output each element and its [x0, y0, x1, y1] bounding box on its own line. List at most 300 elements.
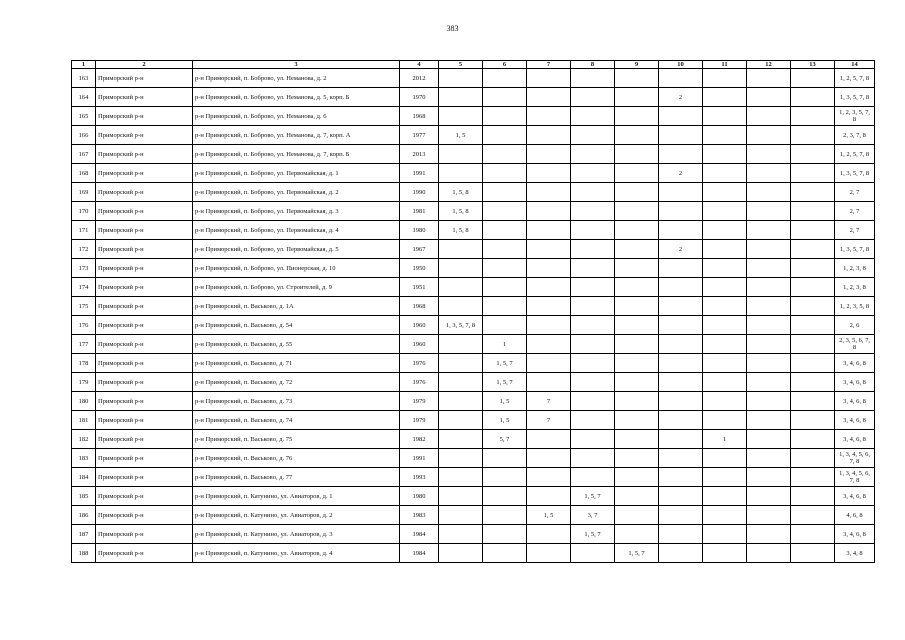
table-cell-col-14: 1, 2, 3, 5, 7, 8: [835, 107, 875, 126]
table-cell-col-10: [659, 221, 703, 240]
table-cell-col-9: [615, 316, 659, 335]
table-cell-col-1: 177: [72, 335, 96, 354]
table-row: [72, 411, 875, 430]
table-cell-col-6: [483, 449, 527, 468]
table-cell-col-13: [791, 487, 835, 506]
table-cell-col-9: [615, 88, 659, 107]
table-header: [72, 61, 875, 69]
table-cell-col-4: 2013: [400, 145, 439, 164]
table-cell-col-4: 1950: [400, 259, 439, 278]
table-cell-col-12: [747, 240, 791, 259]
table-row: [72, 506, 875, 525]
table-cell-col-3: р-н Приморский, п. Катунино, ул. Авиаторов, д. 2: [193, 506, 400, 525]
table-cell-col-12: [747, 525, 791, 544]
table-row: [72, 202, 875, 221]
table-cell-col-12: [747, 335, 791, 354]
table-cell-col-13: [791, 506, 835, 525]
table-row: [72, 164, 875, 183]
table-cell-col-7: [527, 145, 571, 164]
table-cell-col-13: [791, 354, 835, 373]
table-cell-col-6: [483, 183, 527, 202]
table-cell-col-9: [615, 202, 659, 221]
table-cell-col-13: [791, 202, 835, 221]
table-row: [72, 430, 875, 449]
table-cell-col-11: [703, 373, 747, 392]
table-cell-col-2: Приморский р-н: [96, 525, 193, 544]
table-cell-col-7: [527, 525, 571, 544]
table-cell-col-10: [659, 259, 703, 278]
table-cell-col-3: р-н Приморский, п. Боброво, ул. Неманова, д. 5, корп. Б: [193, 88, 400, 107]
table-row: [72, 297, 875, 316]
table-cell-col-9: [615, 259, 659, 278]
table-cell-col-12: [747, 107, 791, 126]
table-cell-col-5: [439, 373, 483, 392]
table-row: [72, 335, 875, 354]
table-cell-col-11: [703, 278, 747, 297]
table-cell-col-8: [571, 544, 615, 563]
table-row: [72, 278, 875, 297]
table-cell-col-6: [483, 259, 527, 278]
table-cell-col-2: Приморский р-н: [96, 221, 193, 240]
table-cell-col-4: 1976: [400, 373, 439, 392]
table-cell-col-9: [615, 107, 659, 126]
table-cell-col-11: [703, 335, 747, 354]
table-cell-col-12: [747, 544, 791, 563]
table-cell-col-2: Приморский р-н: [96, 316, 193, 335]
table-cell-col-7: [527, 430, 571, 449]
table-cell-col-10: [659, 430, 703, 449]
column-header-9: 9: [615, 61, 659, 69]
column-header-7: 7: [527, 61, 571, 69]
table-cell-col-2: Приморский р-н: [96, 183, 193, 202]
table-row: [72, 392, 875, 411]
table-cell-col-4: 1991: [400, 449, 439, 468]
table-cell-col-4: 1960: [400, 316, 439, 335]
table-cell-col-1: 172: [72, 240, 96, 259]
table-cell-col-4: 1980: [400, 221, 439, 240]
table-cell-col-9: [615, 240, 659, 259]
column-header-5: 5: [439, 61, 483, 69]
table-cell-col-9: [615, 430, 659, 449]
table-cell-col-9: [615, 221, 659, 240]
table-cell-col-5: [439, 411, 483, 430]
table-cell-col-7: [527, 487, 571, 506]
table-cell-col-9: [615, 487, 659, 506]
table-cell-col-1: 170: [72, 202, 96, 221]
table-cell-col-10: [659, 392, 703, 411]
table-cell-col-8: [571, 449, 615, 468]
table-cell-col-13: [791, 468, 835, 487]
table-cell-col-9: [615, 392, 659, 411]
table-cell-col-9: [615, 164, 659, 183]
table-cell-col-14: 1, 2, 3, 8: [835, 278, 875, 297]
table-cell-col-12: [747, 430, 791, 449]
table-cell-col-8: [571, 278, 615, 297]
table-cell-col-2: Приморский р-н: [96, 430, 193, 449]
table-cell-col-13: [791, 544, 835, 563]
table-cell-col-12: [747, 354, 791, 373]
table-cell-col-6: 1: [483, 335, 527, 354]
table-cell-col-10: [659, 525, 703, 544]
table-cell-col-12: [747, 392, 791, 411]
table-cell-col-4: 1991: [400, 164, 439, 183]
table-cell-col-10: [659, 335, 703, 354]
table-cell-col-9: [615, 145, 659, 164]
table-cell-col-8: [571, 126, 615, 145]
table-cell-col-14: 1, 2, 3, 5, 8: [835, 297, 875, 316]
column-header-1: 1: [72, 61, 96, 69]
table-cell-col-9: [615, 354, 659, 373]
table-cell-col-4: 1984: [400, 525, 439, 544]
table-cell-col-9: [615, 297, 659, 316]
table-cell-col-3: р-н Приморский, п. Боброво, ул. Неманова, д. 6: [193, 107, 400, 126]
table-cell-col-3: р-н Приморский, п. Васьково, д. 54: [193, 316, 400, 335]
table-cell-col-12: [747, 259, 791, 278]
table-cell-col-2: Приморский р-н: [96, 392, 193, 411]
table-cell-col-3: р-н Приморский, п. Боброво, ул. Пионерская, д. 10: [193, 259, 400, 278]
table-cell-col-2: Приморский р-н: [96, 468, 193, 487]
table-cell-col-13: [791, 183, 835, 202]
table-cell-col-2: Приморский р-н: [96, 278, 193, 297]
table-cell-col-13: [791, 297, 835, 316]
table-cell-col-5: 1, 5: [439, 126, 483, 145]
table-cell-col-14: 1, 2, 3, 8: [835, 259, 875, 278]
table-row: [72, 487, 875, 506]
table-row: [72, 259, 875, 278]
table-cell-col-1: 184: [72, 468, 96, 487]
header-row: [72, 61, 875, 69]
table-cell-col-13: [791, 411, 835, 430]
table-cell-col-1: 166: [72, 126, 96, 145]
table-cell-col-11: [703, 107, 747, 126]
table-cell-col-8: [571, 164, 615, 183]
table-cell-col-12: [747, 145, 791, 164]
table-cell-col-12: [747, 202, 791, 221]
table-body: [72, 69, 875, 563]
table-cell-col-12: [747, 278, 791, 297]
table-cell-col-10: [659, 487, 703, 506]
table-cell-col-13: [791, 316, 835, 335]
table-cell-col-7: [527, 354, 571, 373]
table-cell-col-10: [659, 449, 703, 468]
table-row: [72, 240, 875, 259]
table-cell-col-3: р-н Приморский, п. Катунино, ул. Авиаторов, д. 4: [193, 544, 400, 563]
table-cell-col-2: Приморский р-н: [96, 354, 193, 373]
table-cell-col-7: [527, 183, 571, 202]
table-cell-col-14: 1, 3, 5, 7, 8: [835, 164, 875, 183]
table-cell-col-14: 1, 3, 5, 7, 8: [835, 240, 875, 259]
table-cell-col-8: [571, 221, 615, 240]
table-cell-col-5: [439, 164, 483, 183]
table-cell-col-11: [703, 145, 747, 164]
table-cell-col-2: Приморский р-н: [96, 506, 193, 525]
table-cell-col-13: [791, 373, 835, 392]
table-cell-col-12: [747, 183, 791, 202]
table-cell-col-13: [791, 278, 835, 297]
table-cell-col-5: [439, 468, 483, 487]
table-cell-col-10: [659, 373, 703, 392]
table-cell-col-7: [527, 259, 571, 278]
table-cell-col-8: [571, 297, 615, 316]
table-cell-col-3: р-н Приморский, п. Васьково, д. 73: [193, 392, 400, 411]
table-cell-col-2: Приморский р-н: [96, 335, 193, 354]
table-cell-col-5: [439, 506, 483, 525]
table-cell-col-13: [791, 107, 835, 126]
table-row: [72, 126, 875, 145]
table-cell-col-11: [703, 221, 747, 240]
table-cell-col-2: Приморский р-н: [96, 411, 193, 430]
table-cell-col-2: Приморский р-н: [96, 449, 193, 468]
table-cell-col-5: [439, 487, 483, 506]
table-cell-col-11: [703, 316, 747, 335]
table-cell-col-1: 180: [72, 392, 96, 411]
table-cell-col-6: [483, 69, 527, 88]
table-cell-col-10: [659, 411, 703, 430]
table-cell-col-9: [615, 183, 659, 202]
table-cell-col-8: [571, 69, 615, 88]
table-cell-col-5: 1, 5, 8: [439, 202, 483, 221]
table-cell-col-2: Приморский р-н: [96, 259, 193, 278]
table-cell-col-14: 2, 7: [835, 183, 875, 202]
table-cell-col-4: 2012: [400, 69, 439, 88]
table-cell-col-9: [615, 506, 659, 525]
table-cell-col-10: [659, 126, 703, 145]
table-cell-col-1: 187: [72, 525, 96, 544]
table-cell-col-13: [791, 335, 835, 354]
table-cell-col-7: 1, 5: [527, 506, 571, 525]
table-cell-col-7: [527, 316, 571, 335]
table-cell-col-5: 1, 3, 5, 7, 8: [439, 316, 483, 335]
table-cell-col-3: р-н Приморский, п. Катунино, ул. Авиаторов, д. 3: [193, 525, 400, 544]
table-cell-col-9: [615, 69, 659, 88]
table-cell-col-1: 168: [72, 164, 96, 183]
table-cell-col-10: [659, 107, 703, 126]
table-cell-col-3: р-н Приморский, п. Боброво, ул. Неманова, д. 7, корп. А: [193, 126, 400, 145]
table-cell-col-6: [483, 164, 527, 183]
table-row: [72, 88, 875, 107]
table-cell-col-8: 1, 5, 7: [571, 487, 615, 506]
table-cell-col-10: [659, 544, 703, 563]
table-cell-col-10: [659, 145, 703, 164]
table-cell-col-11: [703, 354, 747, 373]
table-cell-col-6: [483, 107, 527, 126]
table-cell-col-3: р-н Приморский, п. Васьково, д. 77: [193, 468, 400, 487]
table-cell-col-11: [703, 544, 747, 563]
column-header-13: 13: [791, 61, 835, 69]
table-cell-col-14: 3, 4, 6, 8: [835, 373, 875, 392]
table-cell-col-14: 1, 3, 4, 5, 6, 7, 8: [835, 468, 875, 487]
table-cell-col-5: [439, 145, 483, 164]
table-cell-col-3: р-н Приморский, п. Боброво, ул. Первомайская, д. 2: [193, 183, 400, 202]
table-cell-col-8: [571, 373, 615, 392]
table-cell-col-12: [747, 126, 791, 145]
table-cell-col-7: [527, 69, 571, 88]
table-cell-col-8: [571, 145, 615, 164]
table-cell-col-14: 1, 2, 5, 7, 8: [835, 69, 875, 88]
table-cell-col-9: [615, 468, 659, 487]
table-cell-col-11: [703, 468, 747, 487]
table-cell-col-3: р-н Приморский, п. Боброво, ул. Первомайская, д. 5: [193, 240, 400, 259]
table-cell-col-10: [659, 297, 703, 316]
table-cell-col-3: р-н Приморский, п. Боброво, ул. Строителей, д. 9: [193, 278, 400, 297]
table-cell-col-1: 165: [72, 107, 96, 126]
table-cell-col-5: [439, 240, 483, 259]
table-cell-col-9: [615, 411, 659, 430]
table-cell-col-6: 1, 5: [483, 392, 527, 411]
table-cell-col-4: 1981: [400, 202, 439, 221]
table-cell-col-1: 164: [72, 88, 96, 107]
table-cell-col-11: 1: [703, 430, 747, 449]
table-cell-col-2: Приморский р-н: [96, 373, 193, 392]
table-cell-col-12: [747, 297, 791, 316]
table-cell-col-14: 2, 3, 5, 6, 7, 8: [835, 335, 875, 354]
column-header-6: 6: [483, 61, 527, 69]
table-cell-col-10: 2: [659, 164, 703, 183]
table-cell-col-6: 1, 5, 7: [483, 354, 527, 373]
table-row: [72, 354, 875, 373]
table-cell-col-14: 1, 3, 4, 5, 6, 7, 8: [835, 449, 875, 468]
table-cell-col-1: 163: [72, 69, 96, 88]
table-cell-col-5: [439, 430, 483, 449]
table-cell-col-4: 1977: [400, 126, 439, 145]
table-cell-col-4: 1960: [400, 335, 439, 354]
table-cell-col-12: [747, 88, 791, 107]
table-cell-col-5: [439, 449, 483, 468]
table-cell-col-11: [703, 525, 747, 544]
table-cell-col-7: [527, 202, 571, 221]
table-cell-col-11: [703, 183, 747, 202]
table-cell-col-6: [483, 126, 527, 145]
table-cell-col-12: [747, 221, 791, 240]
table-cell-col-10: 2: [659, 88, 703, 107]
table-cell-col-6: [483, 525, 527, 544]
table-cell-col-12: [747, 164, 791, 183]
table-cell-col-8: [571, 430, 615, 449]
table-cell-col-3: р-н Приморский, п. Васьково, д. 71: [193, 354, 400, 373]
table-cell-col-10: [659, 354, 703, 373]
table-cell-col-3: р-н Приморский, п. Васьково, д. 75: [193, 430, 400, 449]
table-cell-col-4: 1982: [400, 430, 439, 449]
table-cell-col-14: 2, 7: [835, 221, 875, 240]
table-cell-col-11: [703, 259, 747, 278]
table-cell-col-13: [791, 88, 835, 107]
table-cell-col-1: 181: [72, 411, 96, 430]
table-cell-col-6: 1, 5, 7: [483, 373, 527, 392]
column-header-4: 4: [400, 61, 439, 69]
table-cell-col-3: р-н Приморский, п. Боброво, ул. Неманова, д. 2: [193, 69, 400, 88]
table-cell-col-11: [703, 88, 747, 107]
table-cell-col-13: [791, 449, 835, 468]
table-cell-col-2: Приморский р-н: [96, 107, 193, 126]
table-row: [72, 221, 875, 240]
column-header-12: 12: [747, 61, 791, 69]
table-cell-col-10: 2: [659, 240, 703, 259]
table-cell-col-6: [483, 297, 527, 316]
table-cell-col-12: [747, 69, 791, 88]
table-cell-col-7: 7: [527, 411, 571, 430]
table-cell-col-14: 3, 4, 6, 8: [835, 430, 875, 449]
table-cell-col-2: Приморский р-н: [96, 487, 193, 506]
table-cell-col-2: Приморский р-н: [96, 88, 193, 107]
table-row: [72, 468, 875, 487]
table-cell-col-1: 169: [72, 183, 96, 202]
table-cell-col-11: [703, 449, 747, 468]
table-cell-col-7: 7: [527, 392, 571, 411]
table-cell-col-4: 1979: [400, 411, 439, 430]
table-cell-col-7: [527, 297, 571, 316]
table-cell-col-12: [747, 411, 791, 430]
table-cell-col-5: [439, 278, 483, 297]
column-header-14: 14: [835, 61, 875, 69]
table-cell-col-6: [483, 145, 527, 164]
table-cell-col-4: 1979: [400, 392, 439, 411]
table-cell-col-11: [703, 506, 747, 525]
table-cell-col-9: 1, 5, 7: [615, 544, 659, 563]
table-cell-col-10: [659, 278, 703, 297]
page-number: 383: [446, 24, 459, 33]
table-row: [72, 316, 875, 335]
table-cell-col-3: р-н Приморский, п. Васьково, д. 55: [193, 335, 400, 354]
table-cell-col-8: 1, 5, 7: [571, 525, 615, 544]
table-cell-col-6: [483, 544, 527, 563]
table-cell-col-14: 3, 4, 6, 8: [835, 392, 875, 411]
table-cell-col-1: 185: [72, 487, 96, 506]
table-cell-col-4: 1983: [400, 506, 439, 525]
table-cell-col-4: 1967: [400, 240, 439, 259]
table-cell-col-10: [659, 183, 703, 202]
table-cell-col-7: [527, 88, 571, 107]
table-cell-col-14: 2, 7: [835, 202, 875, 221]
table-cell-col-12: [747, 316, 791, 335]
table-cell-col-14: 3, 4, 6, 8: [835, 354, 875, 373]
table-cell-col-1: 174: [72, 278, 96, 297]
table-cell-col-5: [439, 297, 483, 316]
table-cell-col-8: [571, 411, 615, 430]
table-cell-col-8: 3, 7: [571, 506, 615, 525]
table-cell-col-4: 1980: [400, 487, 439, 506]
table-cell-col-4: 1990: [400, 183, 439, 202]
table-cell-col-3: р-н Приморский, п. Васьково, д. 1А: [193, 297, 400, 316]
table-cell-col-6: [483, 506, 527, 525]
table-cell-col-1: 188: [72, 544, 96, 563]
column-header-10: 10: [659, 61, 703, 69]
table-cell-col-5: [439, 354, 483, 373]
table-cell-col-4: 1951: [400, 278, 439, 297]
table-cell-col-11: [703, 240, 747, 259]
table-cell-col-9: [615, 335, 659, 354]
table-cell-col-5: [439, 69, 483, 88]
table-cell-col-3: р-н Приморский, п. Васьково, д. 76: [193, 449, 400, 468]
table-cell-col-7: [527, 544, 571, 563]
table-row: [72, 449, 875, 468]
table-cell-col-10: [659, 69, 703, 88]
table-cell-col-13: [791, 430, 835, 449]
table-cell-col-7: [527, 107, 571, 126]
table-cell-col-6: 5, 7: [483, 430, 527, 449]
table-cell-col-12: [747, 506, 791, 525]
table-cell-col-7: [527, 278, 571, 297]
table-cell-col-14: 3, 4, 6, 8: [835, 487, 875, 506]
table-cell-col-2: Приморский р-н: [96, 126, 193, 145]
table-cell-col-2: Приморский р-н: [96, 297, 193, 316]
table-cell-col-8: [571, 392, 615, 411]
table-cell-col-4: 1970: [400, 88, 439, 107]
table-cell-col-10: [659, 316, 703, 335]
table-cell-col-5: [439, 259, 483, 278]
table-cell-col-9: [615, 525, 659, 544]
table-cell-col-13: [791, 221, 835, 240]
table-cell-col-7: [527, 449, 571, 468]
